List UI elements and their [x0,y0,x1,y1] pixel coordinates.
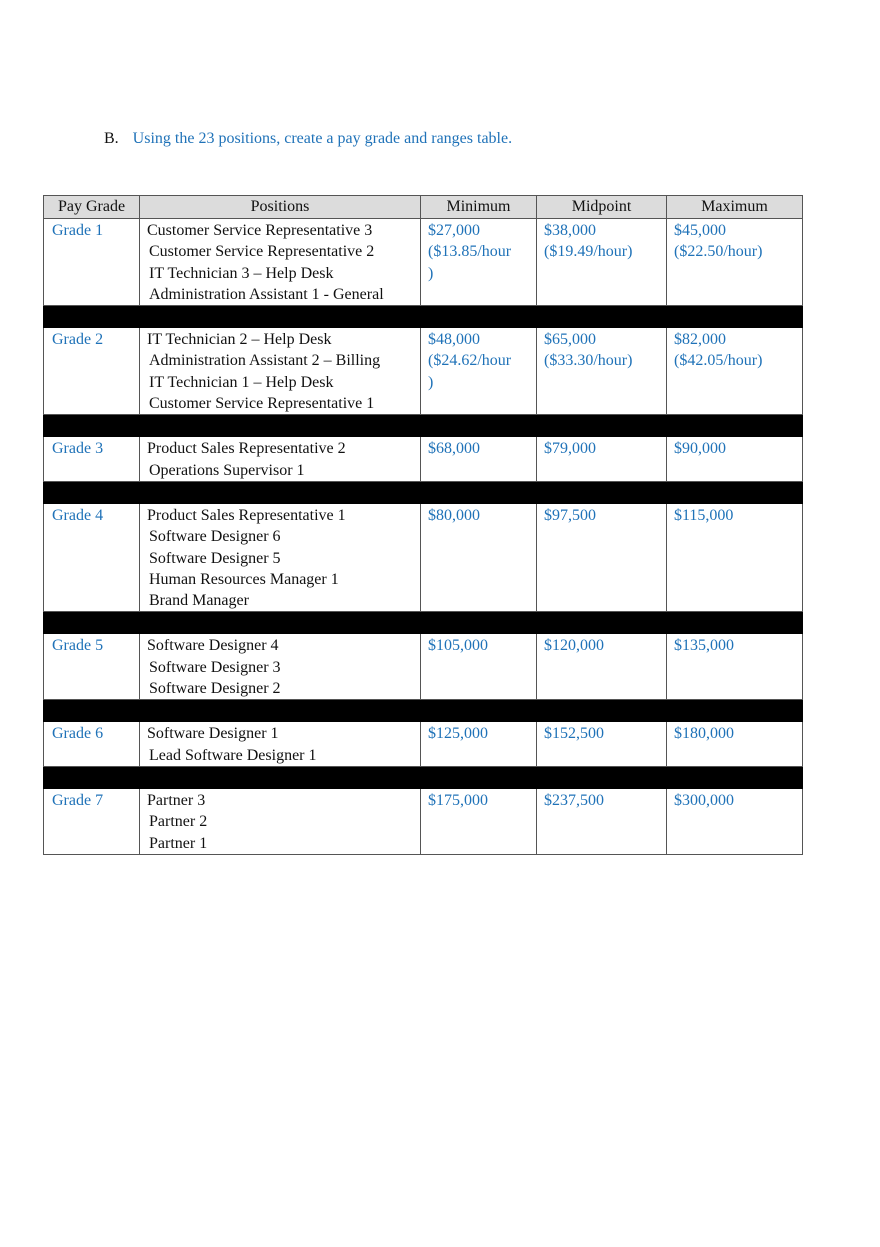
position-title: Administration Assistant 1 - General [149,285,384,303]
maximum-value: $82,000 [674,331,726,349]
position-title: Product Sales Representative 1 [147,506,346,524]
midpoint-cell [537,328,667,415]
positions-cell [140,503,421,611]
position-title: IT Technician 1 – Help Desk [149,373,334,391]
separator-bar [44,415,803,437]
column-header-minimum: Minimum [421,196,537,219]
positions-cell [140,722,421,767]
section-letter: B. [104,130,119,147]
table-row [44,722,803,767]
midpoint-cell [537,437,667,482]
row-separator [44,700,803,722]
pay-grade-table [43,195,803,855]
position-title: Lead Software Designer 1 [149,746,317,764]
maximum-value: $45,000 [674,222,726,239]
pay-grade-cell: Grade 5 [44,634,140,700]
column-header-pay-grade: Pay Grade [44,196,140,219]
row-separator [44,306,803,328]
row-separator [44,766,803,788]
maximum-value: $180,000 [674,725,734,743]
maximum-value: $300,000 [674,791,734,809]
position-title: Software Designer 5 [149,549,281,567]
minimum-cell [421,503,537,611]
positions-cell [140,634,421,700]
table-row [44,219,803,306]
table-row [44,328,803,415]
maximum-value: $90,000 [674,440,726,458]
midpoint-value: $120,000 [544,637,604,655]
midpoint-value: $79,000 [544,440,596,458]
table-header-row [44,196,803,219]
row-separator [44,481,803,503]
minimum-cell [421,437,537,482]
pay-grade-cell: Grade 7 [44,788,140,854]
position-title: Brand Manager [149,592,249,610]
section-instruction: Using the 23 positions, create a pay grade and ranges table. [132,130,513,147]
positions-cell [140,788,421,854]
separator-bar [44,306,803,328]
minimum-value: ) [428,264,434,282]
pay-grade-cell: Grade 6 [44,722,140,767]
pay-grade-cell: Grade 1 [44,219,140,306]
positions-cell [140,328,421,415]
midpoint-value: $38,000 [544,222,596,239]
positions-cell [140,219,421,306]
separator-bar [44,700,803,722]
maximum-value: $115,000 [674,506,734,524]
table-row [44,788,803,854]
position-title: Partner 3 [147,791,206,809]
minimum-value: $27,000 [428,222,480,239]
midpoint-cell [537,722,667,767]
pay-grade-cell: Grade 3 [44,437,140,482]
minimum-value: $175,000 [428,791,488,809]
row-separator [44,612,803,634]
minimum-value: $80,000 [428,506,480,524]
maximum-value: ($22.50/hour) [674,243,763,261]
position-title: Software Designer 6 [149,528,281,546]
minimum-value: ) [428,373,434,391]
position-title: Operations Supervisor 1 [149,461,305,479]
positions-cell [140,437,421,482]
midpoint-value: ($19.49/hour) [544,243,633,261]
section-heading [104,129,512,149]
position-title: IT Technician 3 – Help Desk [149,264,334,282]
column-header-positions: Positions [140,196,421,219]
maximum-cell [667,788,803,854]
minimum-cell [421,634,537,700]
position-title: Partner 1 [149,834,208,852]
minimum-cell [421,219,537,306]
position-title: IT Technician 2 – Help Desk [147,331,332,349]
position-title: Software Designer 1 [147,725,279,743]
maximum-cell [667,722,803,767]
position-title: Administration Assistant 2 – Billing [149,352,381,370]
minimum-cell [421,328,537,415]
maximum-cell [667,503,803,611]
minimum-value: ($24.62/hour [428,352,512,370]
row-separator [44,415,803,437]
separator-bar [44,766,803,788]
minimum-value: ($13.85/hour [428,243,512,261]
midpoint-cell [537,219,667,306]
minimum-value: $48,000 [428,331,480,349]
minimum-cell [421,722,537,767]
pay-grade-cell: Grade 2 [44,328,140,415]
maximum-cell [667,437,803,482]
position-title: Product Sales Representative 2 [147,440,346,458]
table-row [44,634,803,700]
position-title: Software Designer 4 [147,637,279,655]
midpoint-value: $152,500 [544,725,604,743]
maximum-value: $135,000 [674,637,734,655]
midpoint-value: $237,500 [544,791,604,809]
column-header-midpoint: Midpoint [537,196,667,219]
maximum-cell [667,634,803,700]
separator-bar [44,481,803,503]
position-title: Customer Service Representative 1 [149,395,375,413]
midpoint-cell [537,788,667,854]
position-title: Software Designer 2 [149,680,281,698]
minimum-value: $125,000 [428,725,488,743]
midpoint-cell [537,503,667,611]
table-body [44,219,803,855]
pay-grade-cell: Grade 4 [44,503,140,611]
table-row [44,503,803,611]
position-title: Partner 2 [149,813,208,831]
position-title: Software Designer 3 [149,658,281,676]
maximum-value: ($42.05/hour) [674,352,763,370]
midpoint-value: ($33.30/hour) [544,352,633,370]
column-header-maximum: Maximum [667,196,803,219]
minimum-value: $105,000 [428,637,488,655]
separator-bar [44,612,803,634]
position-title: Customer Service Representative 3 [147,222,373,239]
midpoint-cell [537,634,667,700]
minimum-cell [421,788,537,854]
minimum-value: $68,000 [428,440,480,458]
maximum-cell [667,328,803,415]
table-row [44,437,803,482]
maximum-cell [667,219,803,306]
midpoint-value: $97,500 [544,506,596,524]
position-title: Human Resources Manager 1 [149,570,339,588]
position-title: Customer Service Representative 2 [149,243,375,261]
midpoint-value: $65,000 [544,331,596,349]
